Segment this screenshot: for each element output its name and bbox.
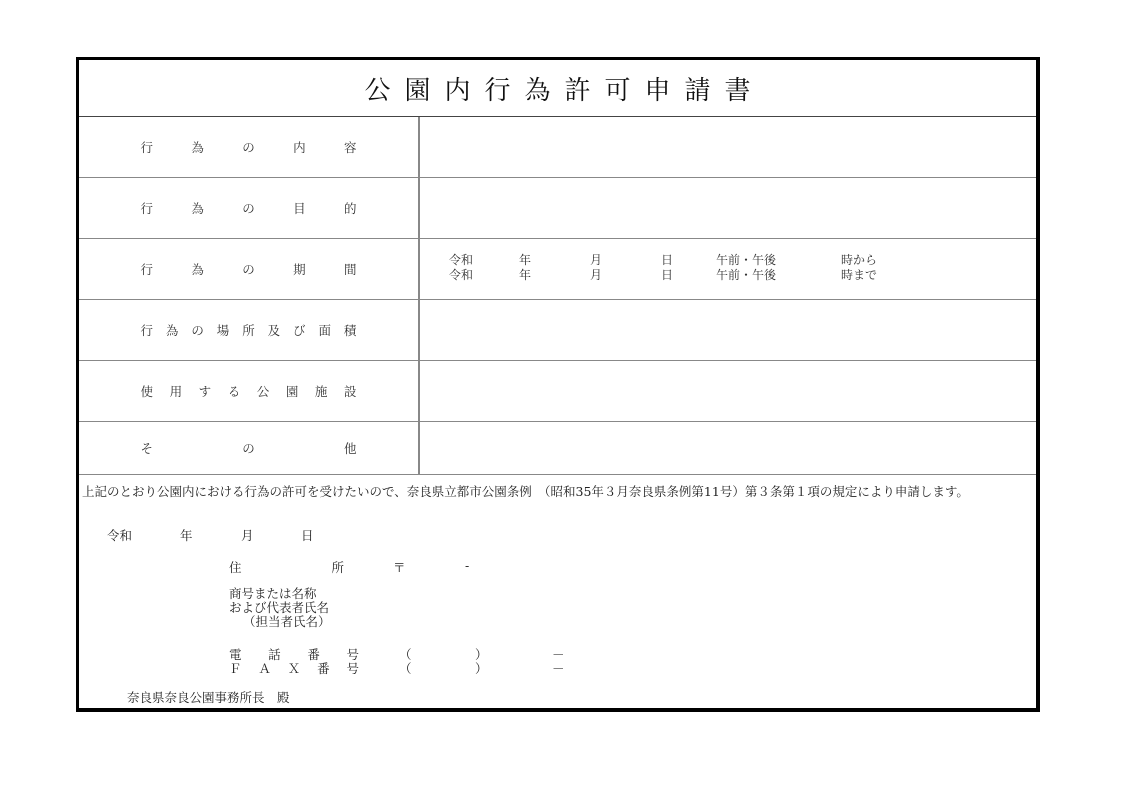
location-field[interactable] <box>420 300 1036 360</box>
label-content: 行 為 の 内 容 <box>140 140 357 155</box>
label-other: そ の 他 <box>140 441 357 456</box>
other-field[interactable] <box>420 422 1036 474</box>
period-field[interactable]: 令和 年 月 日 午前・午後 時から 令和 年 月 日 午前・午後 時まで <box>449 253 878 282</box>
label-location: 行 為 の 場 所 及 び 面 積 <box>140 323 357 338</box>
date-year: 年 <box>180 528 193 543</box>
addressee: 奈良県奈良公園事務所長 殿 <box>127 690 290 705</box>
postal-dash: - <box>465 558 470 573</box>
row-content <box>79 117 1036 178</box>
phone-label: 電 話 番 号 <box>229 647 359 662</box>
date-day: 日 <box>301 528 314 543</box>
row-location <box>79 300 1036 361</box>
row-facility <box>79 361 1036 422</box>
row-other <box>79 422 1036 475</box>
facility-field[interactable] <box>420 361 1036 421</box>
declaration-text: 上記のとおり公園内における行為の許可を受けたいので、奈良県立都市公園条例 （昭和35年３月奈良県条例第11号）第３条第１項の規定により申請します。 <box>82 484 969 499</box>
address-label: 住 所 <box>229 560 344 575</box>
application-form: 公園内行為許可申請書 行 為 の 内 容 行 為 の 目 的 行 為 の 期 間 令和 年 月 日 午前・午後 時から 令和 年 月 日 午前・午後 時まで 行 為 の 場 所 及 び 面 積 使 用 す る 公 園 施 設 そ の 他 上記のとおり公園内における行為の許可を受けたいので、奈良県立都市公園条例 （昭和35年３月奈良県条例第11号）第３条第１項の規定により申請します。 令和 年 月 日 住 所 〒 - 商号または名称 および代表者氏名 （担当者氏名） 電 話 番 号 （ ） － Ｆ Ａ Ｘ 番 号 （ ） － 奈良県奈良公園事務所長 殿 <box>76 57 1040 712</box>
fax-label: Ｆ Ａ Ｘ 番 号 <box>229 661 359 676</box>
postal-mark: 〒 <box>393 560 406 575</box>
label-purpose: 行 為 の 目 的 <box>140 201 357 216</box>
title-row <box>79 60 1036 117</box>
row-purpose <box>79 178 1036 239</box>
purpose-field[interactable] <box>420 178 1036 238</box>
label-facility: 使 用 す る 公 園 施 設 <box>140 384 357 399</box>
row-period <box>79 239 1036 300</box>
date-era: 令和 <box>107 528 133 543</box>
name-label: 商号または名称 および代表者氏名 （担当者氏名） <box>229 586 331 629</box>
date-month: 月 <box>241 528 254 543</box>
form-title: 公園内行為許可申請書 <box>364 75 765 106</box>
label-period: 行 為 の 期 間 <box>140 262 357 277</box>
content-field[interactable] <box>420 117 1036 177</box>
